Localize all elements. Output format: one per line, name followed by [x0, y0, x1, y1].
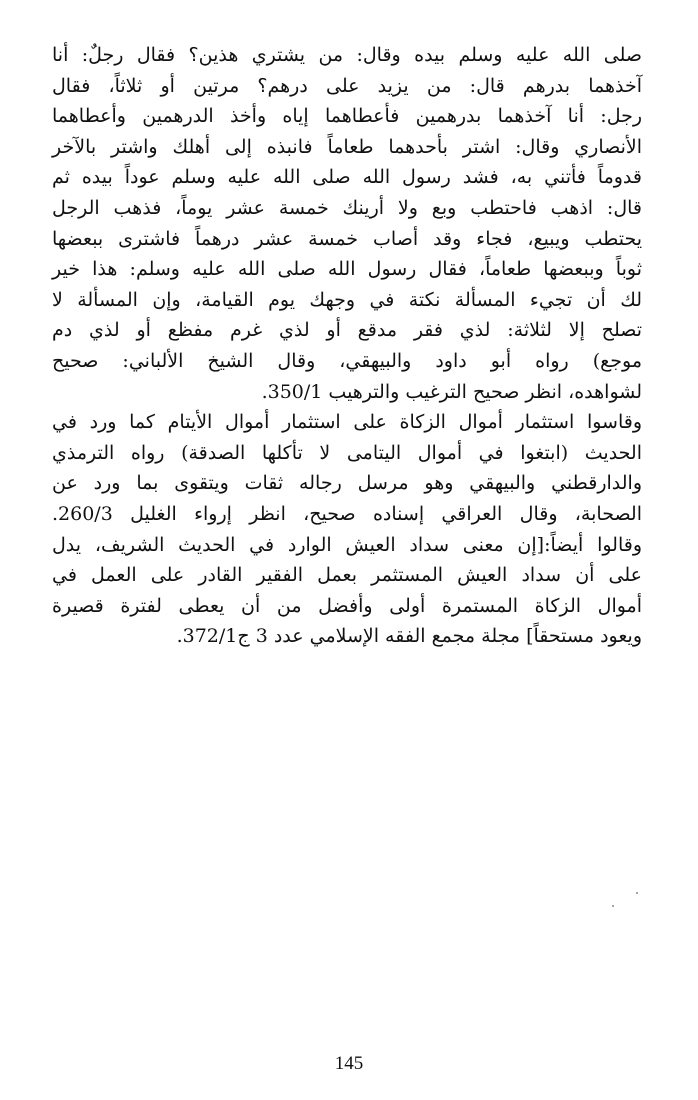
- scan-speck: [612, 905, 614, 907]
- body-text: [52, 40, 642, 652]
- scan-speck: [636, 892, 638, 894]
- text-line: رجل: أنا آخذهما بدرهمين فأعطاهما إياه وأخذ الدرهمين وأعطاهما: [52, 105, 642, 128]
- text-line: الحديث (ابتغوا في أموال اليتامى لا تأكلها الصدقة) رواه الترمذي: [52, 441, 642, 464]
- text-line: تصلح إلا لثلاثة: لذي فقر مدقع أو لذي غرم مفظع أو لذي دم: [52, 319, 642, 342]
- text-line: قال: اذهب فاحتطب وبع ولا أرينك خمسة عشر يوماً، فذهب الرجل: [52, 196, 642, 219]
- text-line: صلى الله عليه وسلم بيده وقال: من يشتري هذين؟ فقال رجلٌ: أنا: [52, 44, 642, 66]
- text-line: يحتطب ويبيع، فجاء وقد أصاب خمسة عشر درهماً فاشترى ببعضها: [52, 227, 642, 250]
- text-line: والدارقطني والبيهقي وهو مرسل رجاله ثقات ويتقوى بما ورد عن: [52, 472, 642, 495]
- text-line: آخذهما بدرهم قال: من يزيد على درهم؟ مرتين أو ثلاثاً، فقال: [52, 74, 642, 97]
- text-line: على أن سداد العيش المستثمر بعمل الفقير القادر على العمل في: [52, 564, 642, 587]
- text-line: الصحابة، وقال العراقي إسناده صحيح، انظر إرواء الغليل 260/3.: [52, 502, 642, 525]
- text-line: لشواهده، انظر صحيح الترغيب والترهيب 350/1.: [261, 380, 642, 403]
- text-line: ويعود مستحقاً] مجلة مجمع الفقه الإسلامي عدد 3 ج372/1.: [176, 625, 642, 648]
- text-line: قدوماً فأتني به، فشد رسول الله صلى الله عليه وسلم عوداً بيده ثم: [52, 166, 642, 189]
- text-line: الأنصاري وقال: اشتر بأحدهما طعاماً فانبذه إلى أهلك واشتر بالآخر: [52, 135, 642, 158]
- text-line: أموال الزكاة المستمرة أولى وأفضل من أن يعطى لفترة قصيرة: [52, 594, 642, 617]
- page-number: 145: [334, 1053, 364, 1074]
- text-line: ثوباً وببعضها طعاماً، فقال رسول الله صلى الله عليه وسلم: هذا خير: [52, 258, 642, 281]
- text-line: وقاسوا استثمار أموال الزكاة على استثمار أموال الأيتام كما ورد في: [52, 411, 642, 434]
- text-line: موجع) رواه أبو داود والبيهقي، وقال الشيخ الألباني: صحيح: [52, 349, 642, 372]
- text-line: وقالوا أيضاً:[إن معنى سداد العيش الوارد في الحديث الشريف، يدل: [52, 533, 642, 556]
- text-line: لك أن تجيء المسألة نكتة في وجهك يوم القيامة، وإن المسألة لا: [52, 288, 642, 311]
